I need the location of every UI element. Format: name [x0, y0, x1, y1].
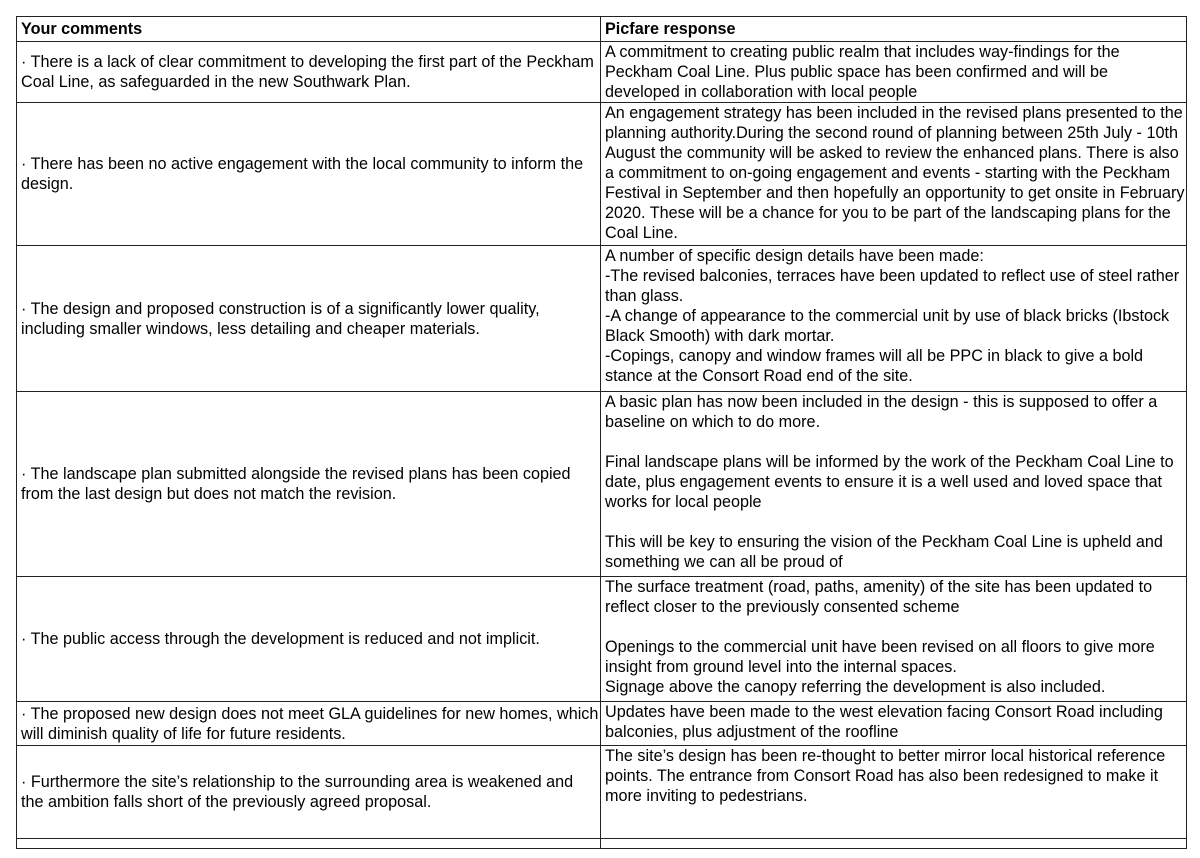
response-cell — [601, 246, 1187, 392]
comment-cell: · The landscape plan submitted alongside the revised plans has been copied from the last design but does not match the revision. — [17, 392, 601, 577]
table-row — [17, 392, 1187, 577]
response-cell — [601, 702, 1187, 746]
empty-row — [17, 839, 1187, 849]
response-paragraph: An engagement strategy has been included in the revised plans presented to the planning authority.During the second round of planning between 25th July - 10th August the community will be asked to review the enhanced plans. There is also a commitment to on-going engagement and events - starting with the Peckham Festival in September and then hopefully an opportunity to get onsite in February 2020. These will be a chance for you to be part of the landscaping plans for the Coal Line. — [605, 104, 1185, 242]
response-cell — [601, 746, 1187, 839]
response-cell — [601, 103, 1187, 246]
empty-cell — [17, 839, 601, 849]
response-paragraph: -The revised balconies, terraces have been updated to reflect use of steel rather than glass. — [605, 267, 1180, 305]
response-paragraph: -A change of appearance to the commercial unit by use of black bricks (Ibstock Black Smooth) with dark mortar. — [605, 307, 1170, 345]
header-row — [17, 17, 1187, 42]
empty-cell — [601, 839, 1187, 849]
table-row — [17, 702, 1187, 746]
response-paragraph: A basic plan has now been included in the design - this is supposed to offer a baseline on which to do more. — [605, 393, 1158, 431]
paragraph-spacer — [605, 617, 1186, 637]
table-row — [17, 42, 1187, 103]
response-paragraph: Updates have been made to the west elevation facing Consort Road including balconies, plus adjustment of the roofline — [605, 703, 1163, 741]
response-paragraph: The surface treatment (road, paths, amenity) of the site has been updated to reflect closer to the previously consented scheme — [605, 578, 1153, 616]
comment-cell: · There is a lack of clear commitment to developing the first part of the Peckham Coal Line, as safeguarded in the new Southwark Plan. — [17, 42, 601, 103]
table-row — [17, 103, 1187, 246]
comment-cell: · The design and proposed construction is of a significantly lower quality, including smaller windows, less detailing and cheaper materials. — [17, 246, 601, 392]
response-paragraph: A commitment to creating public realm that includes way-findings for the Peckham Coal Line. Plus public space has been confirmed and will be developed in collaboration with local people — [605, 43, 1120, 101]
response-paragraph: This will be key to ensuring the vision of the Peckham Coal Line is upheld and something we can all be proud of — [605, 533, 1163, 571]
comment-cell: · Furthermore the site’s relationship to the surrounding area is weakened and the ambition falls short of the previously agreed proposal. — [17, 746, 601, 839]
response-cell — [601, 392, 1187, 577]
header-picfare-response: Picfare response — [601, 17, 1187, 42]
header-your-comments: Your comments — [17, 17, 601, 42]
response-paragraph: A number of specific design details have been made: — [605, 247, 984, 265]
table-row — [17, 577, 1187, 702]
response-paragraph: -Copings, canopy and window frames will all be PPC in black to give a bold stance at the Consort Road end of the site. — [605, 347, 1144, 385]
paragraph-spacer — [605, 432, 1186, 452]
response-paragraph: The site’s design has been re-thought to better mirror local historical reference points. The entrance from Consort Road has also been redesigned to make it more inviting to pedestrians. — [605, 747, 1166, 805]
comment-cell: · The proposed new design does not meet GLA guidelines for new homes, which will diminish quality of life for future residents. — [17, 702, 601, 746]
response-paragraph: Final landscape plans will be informed by the work of the Peckham Coal Line to date, plus engagement events to ensure it is a well used and loved space that works for local people — [605, 453, 1174, 511]
response-paragraph: Openings to the commercial unit have been revised on all floors to give more insight from ground level into the internal spaces. — [605, 638, 1155, 676]
paragraph-spacer — [605, 512, 1186, 532]
comments-response-table — [16, 16, 1187, 849]
response-cell — [601, 577, 1187, 702]
comment-cell: · The public access through the development is reduced and not implicit. — [17, 577, 601, 702]
table-row — [17, 246, 1187, 392]
table-row — [17, 746, 1187, 839]
comment-cell: · There has been no active engagement with the local community to inform the design. — [17, 103, 601, 246]
response-cell — [601, 42, 1187, 103]
response-paragraph: Signage above the canopy referring the development is also included. — [605, 678, 1106, 696]
